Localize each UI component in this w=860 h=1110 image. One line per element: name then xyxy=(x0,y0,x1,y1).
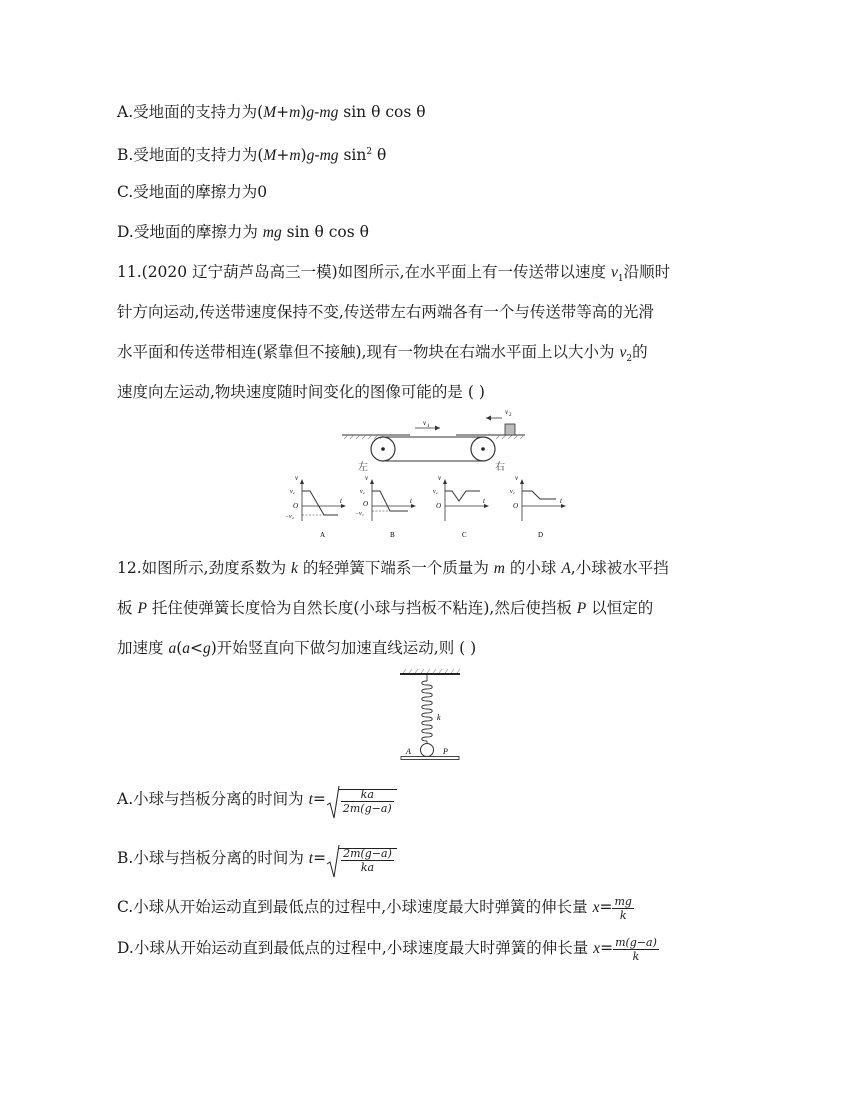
denominator: k xyxy=(632,949,640,963)
option-letter: B. xyxy=(117,849,134,867)
option-a xyxy=(117,101,426,124)
var-a: a xyxy=(182,640,190,657)
q11-line-3 xyxy=(117,341,648,370)
var-g: g xyxy=(306,104,315,121)
var-A: A xyxy=(561,560,571,577)
q12-option-d xyxy=(117,933,659,964)
var-m: m xyxy=(493,560,505,577)
denominator: ka xyxy=(360,860,375,874)
option-text: 受地面的摩擦力为 xyxy=(133,223,263,241)
q12-option-a xyxy=(117,784,397,815)
option-letter: C. xyxy=(117,183,134,201)
equals-sign: = xyxy=(313,849,327,867)
text: 沿顺时 xyxy=(623,263,671,281)
v2-subscript: 2 xyxy=(509,413,512,418)
option-letter: D. xyxy=(117,223,134,241)
trig-expression: sin θ cos θ xyxy=(338,103,426,121)
axis-t: t xyxy=(340,497,342,505)
text: 针方向运动,传送带速度保持不变,传送带左右两端各有一个与传送带等高的光滑 xyxy=(117,303,654,321)
text: 的轻弹簧下端系一个质量为 xyxy=(297,559,494,577)
axis-v: v xyxy=(295,474,299,482)
var-M: M xyxy=(263,147,277,165)
var-m: m xyxy=(289,147,301,165)
equals-sign: = xyxy=(599,898,613,916)
var-mg: mg xyxy=(319,104,339,121)
fraction xyxy=(341,847,394,874)
q11-line-1 xyxy=(117,261,670,290)
option-text: 受地面的支持力为( xyxy=(133,103,264,121)
var-v: v xyxy=(619,344,627,361)
v1-subscript: 1 xyxy=(427,424,430,429)
var-t: t xyxy=(308,850,314,867)
q11-line-2 xyxy=(117,301,654,323)
plus-sign: + xyxy=(276,103,290,121)
text: ,小球被水平挡 xyxy=(570,559,669,577)
text: 板 xyxy=(117,599,138,617)
minus-sign: - xyxy=(314,146,320,165)
left-label: 左 xyxy=(358,462,368,472)
origin: O xyxy=(436,502,442,510)
text: 加速度 xyxy=(117,639,169,657)
origin: O xyxy=(363,500,369,508)
numerator: ka xyxy=(341,788,394,802)
option-letter: C. xyxy=(117,898,134,916)
text: 12.如图所示,劲度系数为 xyxy=(117,559,292,577)
equals-sign: = xyxy=(312,790,326,808)
origin: O xyxy=(513,502,519,510)
graph-letter: B xyxy=(390,531,395,539)
axis-t: t xyxy=(560,497,562,505)
option-c xyxy=(117,181,267,203)
ball-a xyxy=(421,744,434,757)
trig-expression: sin xyxy=(338,146,367,165)
q12-option-b xyxy=(117,843,397,874)
text: ( xyxy=(176,639,183,657)
sqrt xyxy=(326,785,397,815)
q12-line-1 xyxy=(117,557,669,580)
numerator: 2m(g−a) xyxy=(343,846,392,860)
var-P: P xyxy=(137,600,147,617)
exponent: 2 xyxy=(366,147,373,157)
option-d xyxy=(117,221,369,244)
graph-d xyxy=(510,474,566,539)
label-v2: v₂ xyxy=(290,489,295,495)
fraction xyxy=(341,788,394,815)
v-t-graphs xyxy=(282,473,582,543)
var-P: P xyxy=(576,600,587,617)
label-k: k xyxy=(437,713,441,722)
text: 11.(2020 辽宁葫芦岛高三一模)如图所示,在水平面上有一传送带以速度 xyxy=(117,263,611,281)
label-p: P xyxy=(443,747,448,756)
graph-letter: C xyxy=(462,531,467,539)
axis-v: v xyxy=(438,474,442,482)
var-x: x xyxy=(593,940,601,957)
block xyxy=(505,424,515,435)
var-a: a xyxy=(168,640,177,657)
var-g: g xyxy=(306,147,315,165)
label-neg: −v₂ xyxy=(285,514,294,520)
text: 以恒定的 xyxy=(586,599,654,617)
axis-v: v xyxy=(365,474,369,482)
label-v2: v₂ xyxy=(510,489,515,495)
spring-figure xyxy=(395,668,465,764)
spring xyxy=(422,681,433,741)
var-v: v xyxy=(610,264,618,281)
fraction xyxy=(612,895,633,922)
less-than: < xyxy=(190,639,203,657)
var-t: t xyxy=(308,791,313,808)
denominator: 2m(g−a) xyxy=(342,801,392,815)
var-mg: mg xyxy=(262,224,282,241)
numerator: m(g−a) xyxy=(615,935,657,949)
var-M: M xyxy=(263,104,277,121)
trig-expression: sin θ cos θ xyxy=(281,223,369,241)
text: 的 xyxy=(632,343,648,361)
q12-line-3 xyxy=(117,637,476,660)
label-v2: v₂ xyxy=(433,489,438,495)
text: 速度向左运动,物块速度随时间变化的图像可能的是 ( ) xyxy=(117,383,485,401)
subscript: 1 xyxy=(617,274,624,285)
text: 水平面和传送带相连(紧靠但不接触),现有一物块在右端水平面上以大小为 xyxy=(117,343,620,361)
q12-line-2 xyxy=(117,597,653,620)
var-m: m xyxy=(289,104,301,121)
option-b xyxy=(117,141,386,167)
var-x: x xyxy=(592,899,600,916)
option-letter: A. xyxy=(117,103,134,121)
option-text: 受地面的支持力为( xyxy=(133,146,264,165)
axis-v: v xyxy=(515,474,519,482)
trig-expression: θ xyxy=(372,146,387,165)
right-label: 右 xyxy=(495,462,505,472)
paren-close: ) xyxy=(300,103,307,121)
paren-close: ) xyxy=(300,146,307,165)
option-letter: B. xyxy=(117,146,134,165)
subscript: 2 xyxy=(626,354,633,365)
graph-a xyxy=(285,474,346,539)
graph-b xyxy=(355,474,416,539)
label-a: A xyxy=(406,747,411,756)
option-text: 小球与挡板分离的时间为 xyxy=(133,790,309,808)
text: 的小球 xyxy=(504,559,562,577)
conveyor-belt-figure xyxy=(340,400,530,472)
sqrt xyxy=(326,844,397,874)
option-letter: A. xyxy=(117,790,134,808)
option-text: 小球从开始运动直到最低点的过程中,小球速度最大时弹簧的伸长量 xyxy=(133,898,593,916)
graph-letter: D xyxy=(538,531,544,539)
origin: O xyxy=(293,502,299,510)
axis-t: t xyxy=(410,497,412,505)
graph-letter: A xyxy=(320,531,326,539)
graph-c xyxy=(433,474,489,539)
var-mg: mg xyxy=(319,147,339,165)
label-v2: v₂ xyxy=(360,489,365,495)
minus-sign: - xyxy=(314,103,320,121)
equals-sign: = xyxy=(600,939,614,957)
option-text: 小球与挡板分离的时间为 xyxy=(133,849,309,867)
v1-label: v xyxy=(423,419,427,427)
option-text: 受地面的摩擦力为0 xyxy=(133,183,268,201)
q12-option-c xyxy=(117,892,634,923)
axis-t: t xyxy=(483,497,485,505)
denominator: k xyxy=(619,908,627,922)
numerator: mg xyxy=(614,894,632,908)
plate-p xyxy=(401,757,459,760)
v2-label: v xyxy=(505,408,509,416)
fraction xyxy=(613,936,659,963)
var-g: g xyxy=(203,640,211,657)
option-letter: D. xyxy=(117,939,134,957)
text: )开始竖直向下做匀加速直线运动,则 ( ) xyxy=(210,639,477,657)
var-k: k xyxy=(291,560,298,577)
option-text: 小球从开始运动直到最低点的过程中,小球速度最大时弹簧的伸长量 xyxy=(133,939,594,957)
label-neg: −v₁ xyxy=(355,511,364,517)
text: 托住使弹簧长度恰为自然长度(小球与挡板不粘连),然后使挡板 xyxy=(146,599,577,617)
plus-sign: + xyxy=(276,146,290,165)
